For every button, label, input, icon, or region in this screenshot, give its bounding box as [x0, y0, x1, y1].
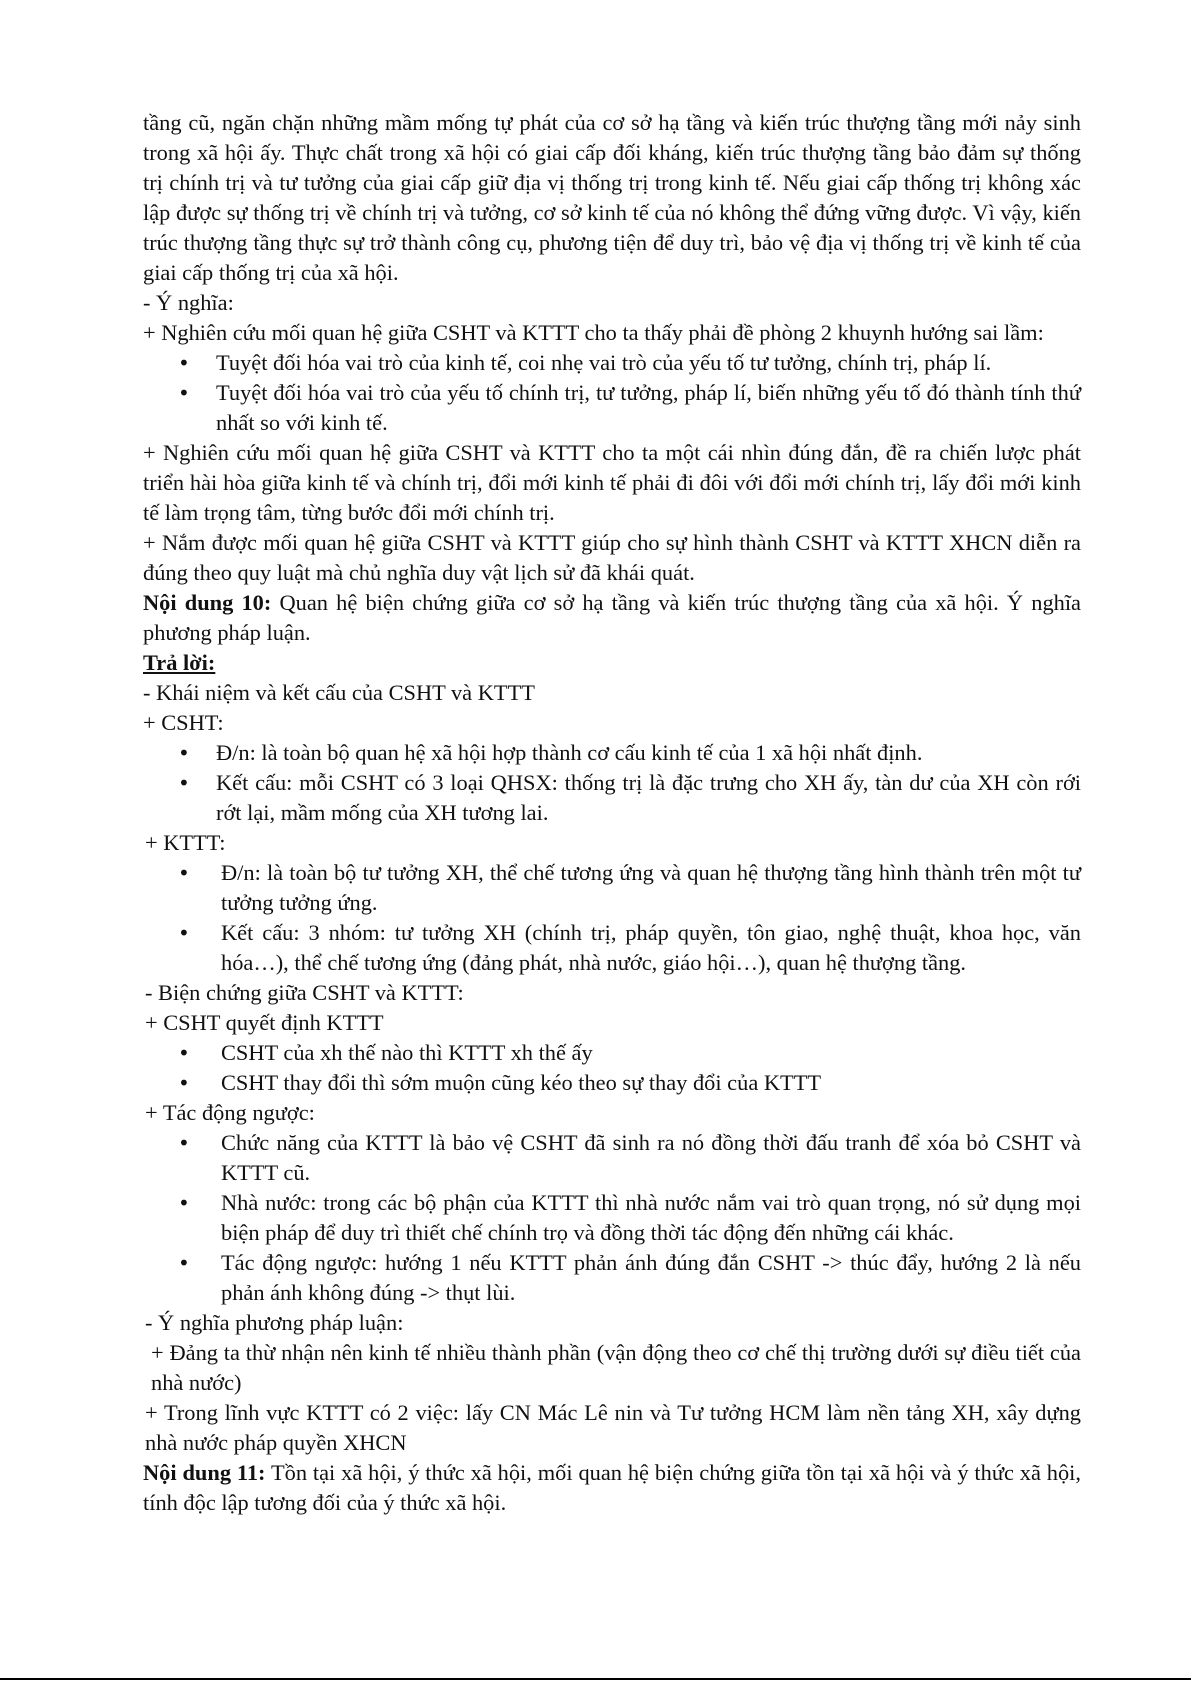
heading-tac-dong: + Tác động ngược:	[145, 1100, 315, 1125]
list-item: • Kết cấu: mỗi CSHT có 3 loại QHSX: thống trị là đặc trưng cho XH ấy, tàn dư của XH còn rới rớt lại, mầm mống của XH tương lai.	[143, 768, 1081, 828]
list-item: • Chức năng của KTTT là bảo vệ CSHT đã sinh ra nó đồng thời đấu tranh để xóa bỏ CSHT và KTTT cũ.	[143, 1128, 1081, 1188]
section-label-nd10: Nội dung 10:	[143, 590, 272, 615]
bullet-list-sai-lam	[143, 348, 1081, 438]
bullet-list-csht	[143, 738, 1081, 828]
section-heading-nd10	[143, 588, 1081, 648]
bullet-list-tac-dong	[143, 1128, 1081, 1308]
list-item: • Nhà nước: trong các bộ phận của KTTT thì nhà nước nắm vai trò quan trọng, nó sử dụng mọi biện pháp để duy trì thiết chế chính trọ và đồng thời tác động đến những cái khác.	[143, 1188, 1081, 1248]
list-item: • Đ/n: là toàn bộ quan hệ xã hội hợp thành cơ cấu kinh tế của 1 xã hội nhất định.	[143, 738, 1081, 768]
bullet-list-quyet-dinh	[143, 1038, 1081, 1098]
paragraph-y-nghia-2: + Nghiên cứu mối quan hệ giữa CSHT và KTTT cho ta một cái nhìn đúng đắn, đề ra chiến lược phát triển hài hòa giữa kinh tế và chính trị, đổi mới kinh tế phải đi đôi với đổi mới chính trị, lấy đổi mới kinh tế làm trọng tâm, từng bước đổi mới chính trị.	[143, 440, 1081, 525]
document-page	[143, 108, 1081, 1518]
list-item: • CSHT của xh thế nào thì KTTT xh thế ấy	[143, 1038, 1081, 1068]
list-item: • Tuyệt đối hóa vai trò của kinh tế, coi nhẹ vai trò của yếu tố tư tưởng, chính trị, pháp lí.	[143, 348, 1081, 378]
section-label-nd11: Nội dung 11:	[143, 1460, 266, 1485]
answer-label: Trả lời:	[143, 650, 216, 675]
paragraph-pp-1: + Đảng ta thừ nhận nên kinh tế nhiều thành phần (vận động theo cơ chế thị trường dưới sự điều tiết của nhà nước)	[151, 1340, 1081, 1395]
heading-khai-niem: - Khái niệm và kết cấu của CSHT và KTTT	[143, 680, 535, 705]
list-item: • Tuyệt đối hóa vai trò của yếu tố chính trị, tư tưởng, pháp lí, biến những yếu tố đó thành tính thứ nhất so với kinh tế.	[143, 378, 1081, 438]
paragraph-y-nghia-1: + Nghiên cứu mối quan hệ giữa CSHT và KTTT cho ta thấy phải đề phòng 2 khuynh hướng sai lầm:	[143, 320, 1044, 345]
list-item: • CSHT thay đổi thì sớm muộn cũng kéo theo sự thay đổi của KTTT	[143, 1068, 1081, 1098]
heading-bien-chung: - Biện chứng giữa CSHT và KTTT:	[145, 980, 464, 1005]
bullet-list-kttt	[143, 858, 1081, 978]
section-title-nd10: Quan hệ biện chứng giữa cơ sở hạ tầng và kiến trúc thượng tầng của xã hội. Ý nghĩa phương pháp luận.	[143, 590, 1081, 645]
section-heading-nd11	[143, 1458, 1081, 1518]
paragraph-y-nghia-3: + Nắm được mối quan hệ giữa CSHT và KTTT giúp cho sự hình thành CSHT và KTTT XHCN diễn ra đúng theo quy luật mà chủ nghĩa duy vật lịch sử đã khái quát.	[143, 530, 1081, 585]
heading-quyet-dinh: + CSHT quyết định KTTT	[145, 1010, 384, 1035]
paragraph-intro: tầng cũ, ngăn chặn những mầm mống tự phát của cơ sở hạ tầng và kiến trúc thượng tầng mới nảy sinh trong xã hội ấy. Thực chất trong xã hội có giai cấp đối kháng, kiến trúc thượng tầng bảo đảm sự thống trị chính trị và tư tưởng của giai cấp giữ địa vị thống trị trong kinh tế. Nếu giai cấp thống trị không xác lập được sự thống trị về chính trị và tưởng, cơ sở kinh tế của nó không thể đứng vững được. Vì vậy, kiến trúc thượng tầng thực sự trở thành công cụ, phương tiện để duy trì, bảo vệ địa vị thống trị về kinh tế của giai cấp thống trị của xã hội.	[143, 110, 1081, 285]
answer-heading	[143, 648, 1081, 678]
heading-y-nghia: - Ý nghĩa:	[143, 290, 234, 315]
paragraph-pp-2: + Trong lĩnh vực KTTT có 2 việc: lấy CN Mác Lê nin và Tư tưởng HCM làm nền tảng XH, xây dựng nhà nước pháp quyền XHCN	[145, 1400, 1081, 1455]
page-bottom-rule	[0, 1678, 1191, 1680]
section-title-nd11: Tồn tại xã hội, ý thức xã hội, mối quan hệ biện chứng giữa tồn tại xã hội và ý thức xã hội, tính độc lập tương đối của ý thức xã hội.	[143, 1460, 1081, 1515]
list-item: • Kết cấu: 3 nhóm: tư tưởng XH (chính trị, pháp quyền, tôn giao, nghệ thuật, khoa học, văn hóa…), thể chế tương ứng (đảng phát, nhà nước, giáo hội…), quan hệ thượng tầng.	[143, 918, 1081, 978]
heading-kttt: + KTTT:	[145, 830, 226, 855]
heading-csht: + CSHT:	[143, 710, 224, 735]
list-item: • Tác động ngược: hướng 1 nếu KTTT phản ánh đúng đắn CSHT -> thúc đẩy, hướng 2 là nếu phản ánh không đúng -> thụt lùi.	[143, 1248, 1081, 1308]
heading-pp-luan: - Ý nghĩa phương pháp luận:	[145, 1310, 404, 1335]
list-item: • Đ/n: là toàn bộ tư tưởng XH, thể chế tương ứng và quan hệ thượng tầng hình thành trên một tư tưởng tưởng ứng.	[143, 858, 1081, 918]
